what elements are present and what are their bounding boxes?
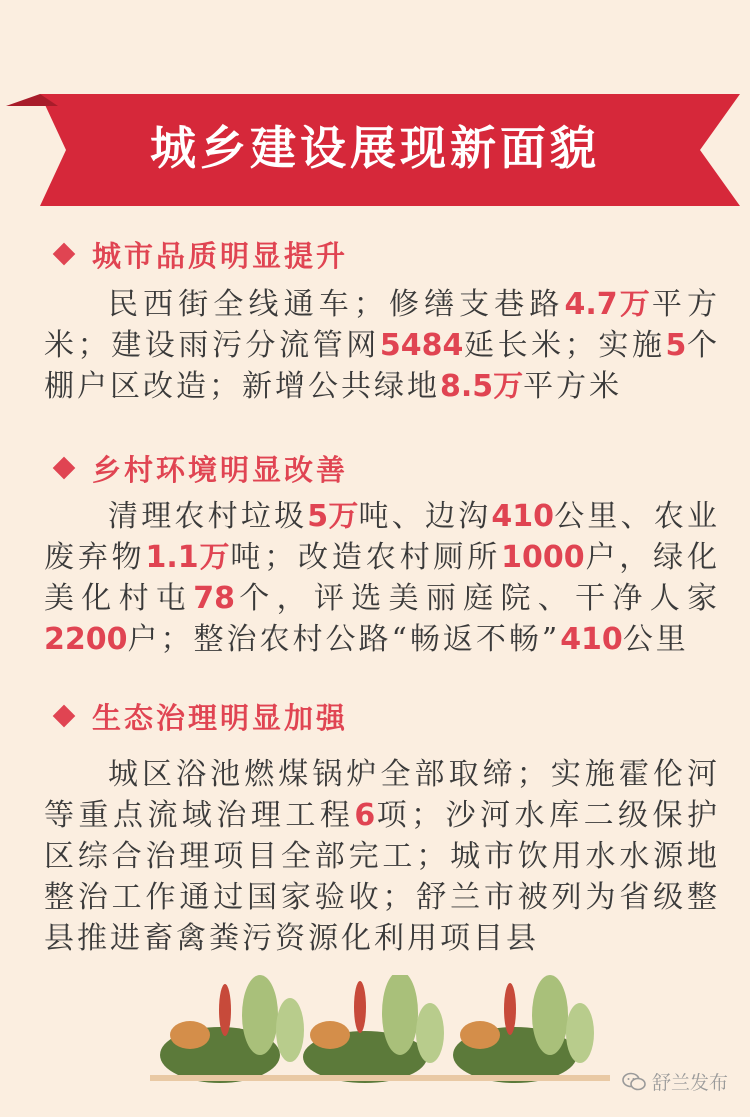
- paragraph-text: 延长米；实施: [463, 328, 666, 363]
- diamond-bullet-icon: [53, 243, 76, 266]
- paragraph-text: 吨、边沟: [358, 499, 492, 534]
- diamond-bullet-icon: [53, 457, 76, 480]
- title-banner: [0, 86, 750, 211]
- highlight-number: 8.5万: [440, 369, 524, 404]
- paragraph-text: 平方米: [523, 369, 623, 404]
- paragraph-text: 项；沙河水库二级保护区综合治理项目全部完工；城市饮用水水源地整治工作通过国家验收；舒兰市被列为省级整县推进畜禽粪污资源化利用项目县: [44, 798, 721, 956]
- wechat-icon: [622, 1072, 646, 1092]
- highlight-number: 1000: [501, 540, 585, 575]
- paragraph-text: 清理农村垃圾: [108, 499, 308, 534]
- paragraph-text: 户，绿化美化村屯: [44, 540, 720, 616]
- paragraph-text: 民西街全线通车；修缮支巷路: [108, 287, 565, 322]
- page-title: 城乡建设展现新面貌: [150, 121, 600, 175]
- paragraph-text: 个，评选美丽庭院、干净人家: [235, 581, 721, 616]
- section-heading-text: 城市品质明显提升: [92, 238, 349, 273]
- paragraph-text: 吨；改造农村厕所: [230, 540, 502, 575]
- paragraph-text: 平方米；建设雨污分流管网: [44, 287, 720, 363]
- paragraph-text: 个棚户区改造；新增公共绿地: [44, 328, 721, 404]
- highlight-number: 410: [491, 499, 554, 534]
- highlight-number: 1.1万: [145, 540, 231, 575]
- section-paragraph-city: [44, 284, 720, 407]
- watermark: [622, 1068, 728, 1095]
- highlight-number: 4.7万: [564, 287, 652, 322]
- section-heading-text: 生态治理明显加强: [92, 700, 349, 735]
- section-heading-village: [52, 446, 348, 490]
- highlight-number: 410: [560, 622, 623, 657]
- section-paragraph-village: [44, 496, 720, 660]
- watermark-text: 舒兰发布: [651, 1072, 728, 1094]
- highlight-number: 5万: [307, 499, 359, 534]
- highlight-number: 2200: [44, 622, 128, 657]
- highlight-number: 5: [665, 328, 687, 363]
- plant-decoration-illustration: [150, 975, 610, 1085]
- paragraph-text: 城区浴池燃煤锅炉全部取缔；实施霍伦河等重点流域治理工程: [44, 757, 720, 833]
- paragraph-text: 公里、农业废弃物: [44, 499, 721, 575]
- diamond-bullet-icon: [53, 705, 76, 728]
- paragraph-text: 公里: [622, 622, 689, 657]
- section-heading-text: 乡村环境明显改善: [92, 452, 349, 487]
- highlight-number: 78: [193, 581, 235, 616]
- section-heading-ecology: [52, 694, 348, 738]
- highlight-number: 5484: [379, 328, 464, 363]
- section-heading-city: [52, 232, 348, 276]
- highlight-number: 6: [354, 798, 376, 833]
- section-paragraph-ecology: [44, 754, 720, 959]
- paragraph-text: 户；整治农村公路“畅返不畅”: [127, 622, 561, 657]
